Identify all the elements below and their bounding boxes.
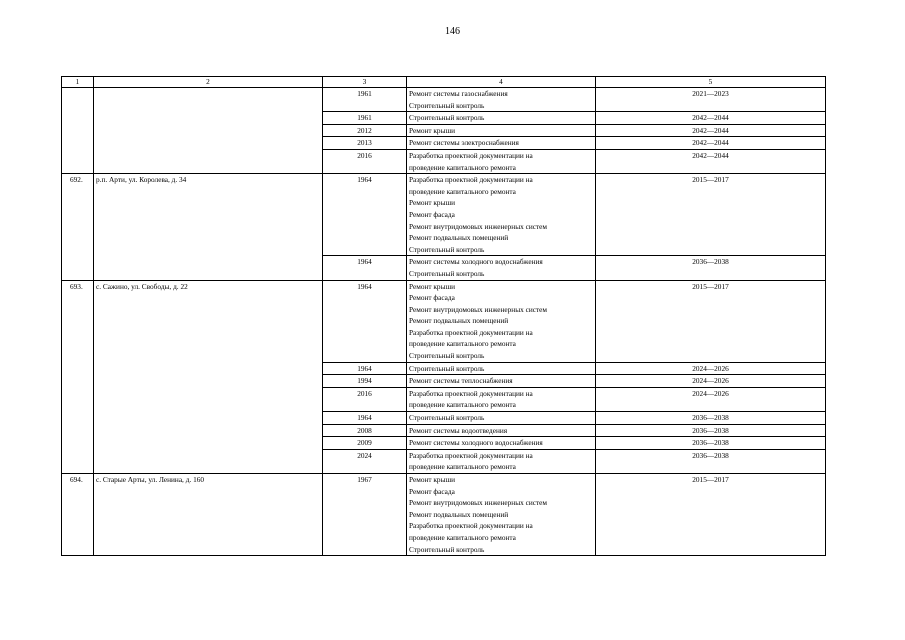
works-cell — [407, 474, 596, 556]
works-cell — [407, 280, 596, 362]
work-item: проведение капитального ремонта — [409, 339, 516, 349]
year-cell: 2009 — [323, 437, 407, 450]
year-cell: 2016 — [323, 387, 407, 411]
column-number-2: 2 — [94, 77, 323, 88]
work-item: Ремонт фасада — [409, 486, 455, 496]
works-cell — [407, 256, 596, 280]
work-item: Ремонт фасада — [409, 293, 455, 303]
work-item: Ремонт фасада — [409, 209, 455, 219]
term-cell: 2021—2023 — [596, 88, 826, 112]
year-cell: 1964 — [323, 280, 407, 362]
work-item: Разработка проектной документации на — [409, 175, 533, 185]
column-number-3: 3 — [323, 77, 407, 88]
table-row — [62, 174, 826, 256]
work-item: проведение капитального ремонта — [409, 186, 516, 196]
works-cell — [407, 149, 596, 173]
column-number-5: 5 — [596, 77, 826, 88]
work-item: Ремонт системы теплоснабжения — [409, 376, 513, 386]
work-item: Ремонт внутридомовых инженерных систем — [409, 498, 548, 508]
page-number: 146 — [445, 26, 460, 37]
work-item: Ремонт системы электроснабжения — [409, 138, 519, 148]
work-item: Строительный контроль — [409, 113, 485, 123]
year-cell: 2013 — [323, 137, 407, 150]
year-cell: 2008 — [323, 424, 407, 437]
term-cell: 2036—2038 — [596, 449, 826, 473]
capital-repair-table — [61, 76, 826, 556]
work-item: проведение капитального ремонта — [409, 462, 516, 472]
year-cell: 1961 — [323, 88, 407, 112]
record-address: р.п. Арти, ул. Королева, д. 34 — [94, 174, 323, 280]
works-cell — [407, 437, 596, 450]
work-item: проведение капитального ремонта — [409, 532, 516, 542]
record-address: с. Старые Арты, ул. Ленина, д. 160 — [94, 474, 323, 556]
work-item: Ремонт подвальных помещений — [409, 509, 509, 519]
work-item: Разработка проектной документации на — [409, 150, 533, 160]
work-item: Ремонт крыши — [409, 281, 456, 291]
works-cell — [407, 124, 596, 137]
works-cell — [407, 362, 596, 375]
work-item: Строительный контроль — [409, 100, 485, 110]
work-item: Ремонт подвальных помещений — [409, 233, 509, 243]
work-item: проведение капитального ремонта — [409, 400, 516, 410]
record-number: 694. — [62, 474, 94, 556]
column-number-row — [62, 77, 826, 88]
work-item: Ремонт системы холодного водоснабжения — [409, 438, 543, 448]
year-cell: 1964 — [323, 362, 407, 375]
year-cell: 2024 — [323, 449, 407, 473]
table-row — [62, 280, 826, 362]
term-cell: 2015—2017 — [596, 474, 826, 556]
work-item: Строительный контроль — [409, 413, 485, 423]
year-cell: 1994 — [323, 375, 407, 388]
works-cell — [407, 449, 596, 473]
work-item: Ремонт внутридомовых инженерных систем — [409, 304, 548, 314]
work-item: Ремонт подвальных помещений — [409, 316, 509, 326]
works-cell — [407, 88, 596, 112]
table-row — [62, 474, 826, 556]
work-item: Разработка проектной документации на — [409, 450, 533, 460]
works-cell — [407, 174, 596, 256]
work-item: Разработка проектной документации на — [409, 521, 533, 531]
term-cell: 2036—2038 — [596, 437, 826, 450]
work-item: Ремонт крыши — [409, 125, 456, 135]
works-cell — [407, 424, 596, 437]
work-item: Строительный контроль — [409, 244, 485, 254]
year-cell: 1964 — [323, 412, 407, 425]
work-item: Строительный контроль — [409, 351, 485, 361]
year-cell: 2012 — [323, 124, 407, 137]
record-address: с. Сажино, ул. Свободы, д. 22 — [94, 280, 323, 474]
works-cell — [407, 375, 596, 388]
works-cell — [407, 137, 596, 150]
work-item: Ремонт внутридомовых инженерных систем — [409, 221, 548, 231]
work-item: Разработка проектной документации на — [409, 388, 533, 398]
year-cell: 1964 — [323, 174, 407, 256]
column-number-4: 4 — [407, 77, 596, 88]
works-cell — [407, 387, 596, 411]
column-number-1: 1 — [62, 77, 94, 88]
term-cell: 2024—2026 — [596, 375, 826, 388]
term-cell: 2042—2044 — [596, 112, 826, 125]
term-cell: 2042—2044 — [596, 124, 826, 137]
year-cell: 1964 — [323, 256, 407, 280]
table-row — [62, 88, 826, 112]
term-cell: 2015—2017 — [596, 280, 826, 362]
work-item: Строительный контроль — [409, 544, 485, 554]
address-cell-empty — [94, 88, 323, 174]
term-cell: 2015—2017 — [596, 174, 826, 256]
year-cell: 1967 — [323, 474, 407, 556]
work-item: Ремонт крыши — [409, 198, 456, 208]
work-item: Ремонт крыши — [409, 475, 456, 484]
work-item: Строительный контроль — [409, 268, 485, 278]
year-cell: 2016 — [323, 149, 407, 173]
year-cell: 1961 — [323, 112, 407, 125]
work-item: Ремонт системы холодного водоснабжения — [409, 257, 543, 267]
term-cell: 2024—2026 — [596, 387, 826, 411]
term-cell: 2036—2038 — [596, 412, 826, 425]
work-item: Ремонт системы газоснабжения — [409, 89, 508, 98]
work-item: Строительный контроль — [409, 363, 485, 373]
record-number: 692. — [62, 174, 94, 280]
work-item: Ремонт системы водоотведения — [409, 425, 508, 435]
work-item: проведение капитального ремонта — [409, 162, 516, 172]
term-cell: 2042—2044 — [596, 137, 826, 150]
term-cell: 2036—2038 — [596, 256, 826, 280]
number-cell-empty — [62, 88, 94, 174]
term-cell: 2042—2044 — [596, 149, 826, 173]
term-cell: 2036—2038 — [596, 424, 826, 437]
term-cell: 2024—2026 — [596, 362, 826, 375]
record-number: 693. — [62, 280, 94, 474]
works-cell — [407, 112, 596, 125]
work-item: Разработка проектной документации на — [409, 327, 533, 337]
works-cell — [407, 412, 596, 425]
